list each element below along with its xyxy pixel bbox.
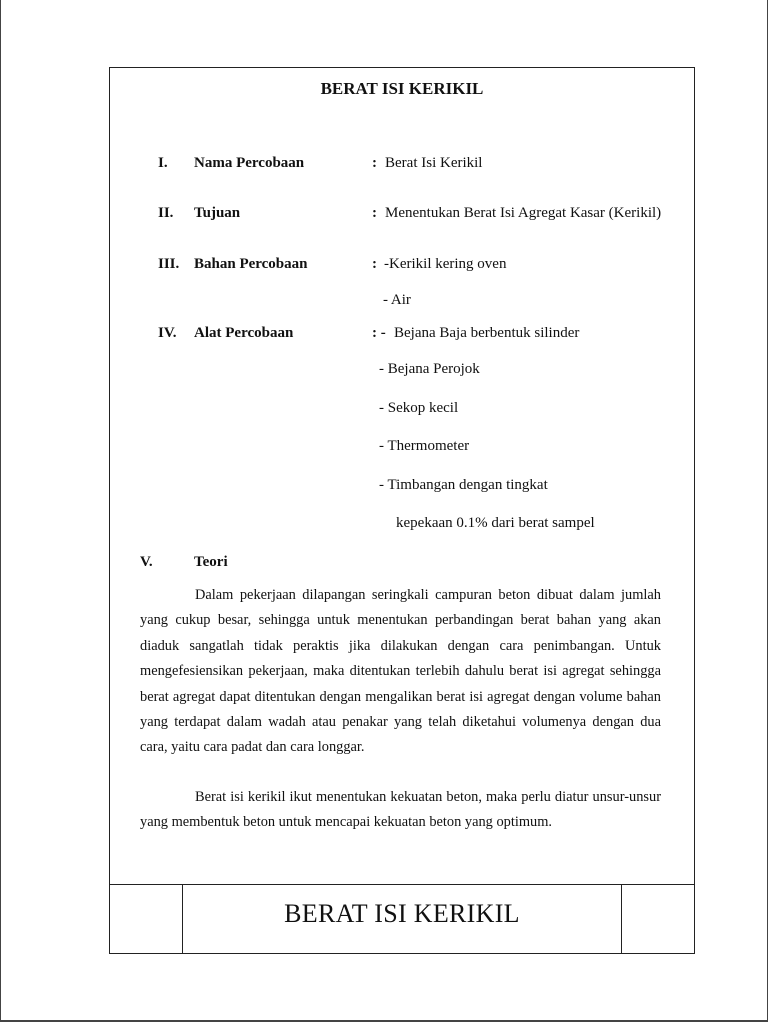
list-item: - Bejana Perojok bbox=[379, 361, 480, 377]
footer-cell-divider bbox=[621, 884, 622, 953]
section-number: V. bbox=[140, 554, 153, 570]
section-colon: : - bbox=[372, 325, 386, 341]
section-value: Bejana Baja berbentuk silinder bbox=[394, 325, 580, 341]
section-number: I. bbox=[158, 155, 168, 171]
section-colon: : bbox=[372, 155, 377, 171]
section-number: III. bbox=[158, 256, 180, 272]
footer-title: BERAT ISI KERIKIL bbox=[284, 899, 520, 928]
section-number: II. bbox=[158, 205, 174, 221]
section-value: Berat Isi Kerikil bbox=[385, 155, 483, 171]
section-number: IV. bbox=[158, 325, 177, 341]
footer-divider bbox=[110, 884, 694, 885]
section-colon: : bbox=[372, 205, 377, 221]
section-colon: : bbox=[372, 256, 377, 272]
section-label: Nama Percobaan bbox=[194, 155, 305, 171]
section-label: Tujuan bbox=[194, 205, 241, 221]
list-item: - Timbangan dengan tingkat bbox=[379, 477, 548, 493]
theory-paragraph: Dalam pekerjaan dilapangan seringkali campuran beton dibuat dalam jumlah yang cukup besar, sehingga untuk menentukan perbandingan berat bahan yang akan diaduk sangatlah tidak peraktis jika dilakukan dengan cara penimbangan. Untuk mengefesiensikan pekerjaan, maka ditentukan terlebih dahulu berat isi agregat sehingga berat agregat dapat ditentukan dengan mengalikan berat isi agregat dengan volume bahan yang terdapat dalam wadah atau penakar yang telah diketahui volumenya dengan dua cara, yaitu cara padat dan cara longgar. bbox=[140, 587, 661, 756]
section-label: Teori bbox=[194, 554, 228, 570]
theory-paragraph: Berat isi kerikil ikut menentukan kekuatan beton, maka perlu diatur unsur-unsur yang membentuk beton untuk mencapai kekuatan beton yang optimum. bbox=[140, 789, 661, 831]
list-item: - Air bbox=[383, 292, 411, 308]
section-value: -Kerikil kering oven bbox=[384, 256, 507, 272]
section-label: Bahan Percobaan bbox=[194, 256, 308, 272]
document-frame bbox=[109, 67, 695, 954]
section-value: Menentukan Berat Isi Agregat Kasar (Kerikil) bbox=[385, 205, 662, 221]
list-item: - Sekop kecil bbox=[379, 400, 459, 416]
list-item: kepekaan 0.1% dari berat sampel bbox=[396, 515, 595, 531]
section-label: Alat Percobaan bbox=[194, 325, 294, 341]
page-title: BERAT ISI KERIKIL bbox=[320, 79, 484, 98]
list-item: - Thermometer bbox=[379, 438, 470, 454]
